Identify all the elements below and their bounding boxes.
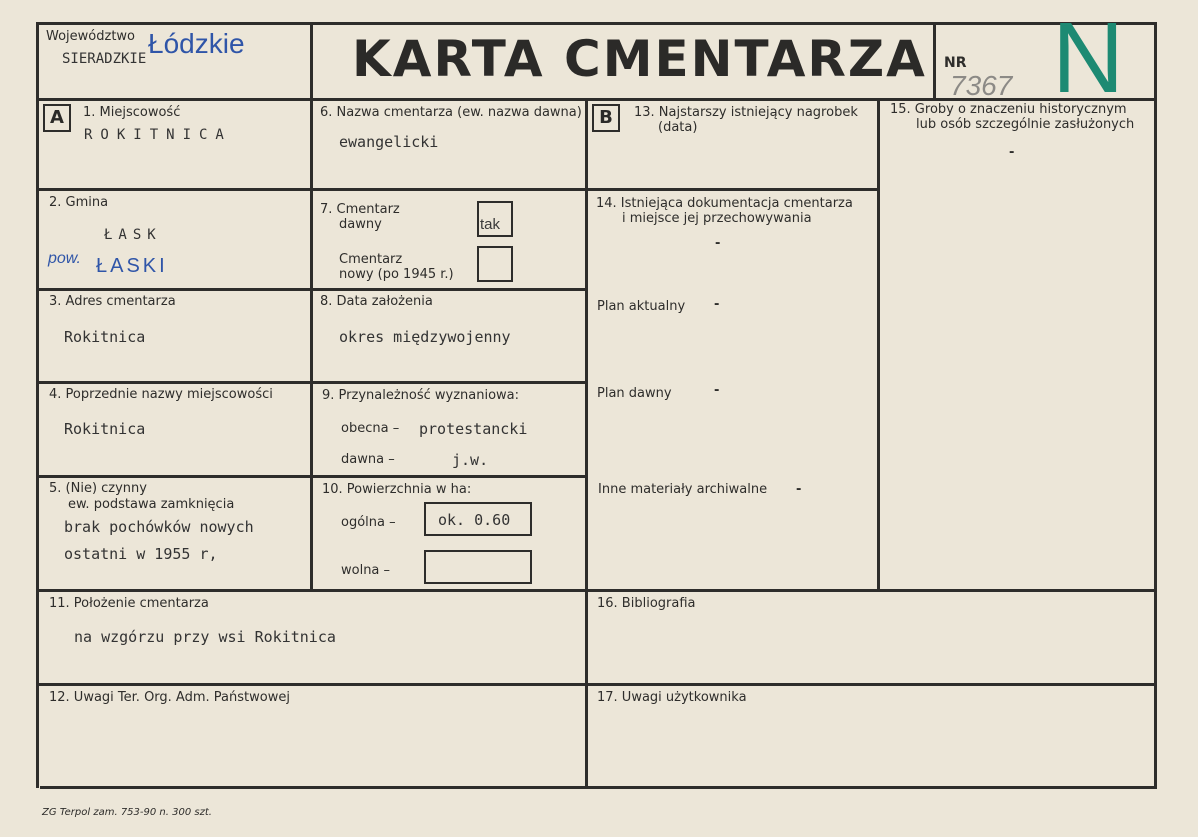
- print-footer: ZG Terpol zam. 753-90 n. 300 szt.: [42, 807, 212, 818]
- row-line-4b: [310, 475, 587, 478]
- nr-label: NR: [944, 55, 967, 71]
- wojewodztwo-handwritten: Łódzkie: [148, 28, 245, 59]
- f12-label: 12. Uwagi Ter. Org. Adm. Państwowej: [49, 690, 290, 705]
- frame-bottom: [40, 786, 1157, 789]
- f14-label-2: i miejsce jej przechowywania: [622, 211, 812, 226]
- f3-label: 3. Adres cmentarza: [49, 294, 176, 309]
- row-line-1b: [310, 188, 587, 191]
- col-divider-a: [310, 98, 313, 590]
- f2-pow-value: ŁASKI: [96, 255, 168, 277]
- f2-value: ŁASK: [104, 227, 162, 243]
- f9-obecna-label: obecna –: [341, 421, 400, 436]
- f6-value: ewangelicki: [339, 133, 439, 151]
- f10-wolna-label: wolna –: [341, 563, 391, 578]
- f15-value: -: [1009, 145, 1015, 160]
- row-line-5: [36, 589, 1156, 592]
- f8-value: okres międzywojenny: [339, 328, 511, 346]
- f9-dawna-value: j.w.: [452, 451, 489, 469]
- col-divider-c: [877, 98, 880, 590]
- f11-label: 11. Położenie cmentarza: [49, 596, 209, 611]
- row-line-3a: [36, 381, 312, 384]
- f9-label: 9. Przynależność wyznaniowa:: [322, 388, 520, 403]
- f5-label-2: ew. podstawa zamknięcia: [68, 497, 235, 512]
- f2-label: 2. Gmina: [49, 195, 109, 210]
- f9-dawna-label: dawna –: [341, 452, 395, 467]
- f4-value: Rokitnica: [64, 420, 146, 438]
- row-line-4a: [36, 475, 312, 478]
- f7-nowy-checkbox[interactable]: [477, 246, 513, 282]
- plan-aktualny-label: Plan aktualny: [597, 299, 686, 314]
- f2-pow-label: pow.: [48, 250, 81, 267]
- f16-label: 16. Bibliografia: [597, 596, 696, 611]
- f1-label: 1. Miejscowość: [83, 105, 181, 120]
- inne-label: Inne materiały archiwalne: [598, 482, 768, 497]
- f4-label: 4. Poprzednie nazwy miejscowości: [49, 387, 273, 402]
- f7-label-3: Cmentarz: [339, 252, 403, 267]
- f11-value: na wzgórzu przy wsi Rokitnica: [74, 628, 336, 646]
- f5-value-2: ostatni w 1955 r,: [64, 545, 218, 563]
- f15-label-2: lub osób szczególnie zasłużonych: [916, 117, 1135, 132]
- wojewodztwo-label: Województwo: [46, 29, 136, 44]
- row-line-1c: [585, 188, 879, 191]
- header-divider-1: [310, 22, 313, 100]
- f10-wolna-box[interactable]: [424, 550, 532, 584]
- row-line-3b: [310, 381, 587, 384]
- f5-label-1: 5. (Nie) czynny: [49, 481, 147, 496]
- plan-dawny-label: Plan dawny: [597, 386, 672, 401]
- section-a-marker: A: [43, 104, 71, 132]
- row-line-2a: [36, 288, 312, 291]
- f10-ogolna-label: ogólna –: [341, 515, 396, 530]
- section-b-marker: B: [592, 104, 620, 132]
- f7-label-2: dawny: [339, 217, 382, 232]
- f6-label: 6. Nazwa cmentarza (ew. nazwa dawna): [320, 105, 582, 120]
- f14-label-1: 14. Istniejąca dokumentacja cmentarza: [596, 196, 853, 211]
- f13-label-1: 13. Najstarszy istniejący nagrobek: [634, 105, 858, 120]
- plan-dawny-value: -: [714, 383, 720, 398]
- f14-value: -: [715, 236, 721, 251]
- f3-value: Rokitnica: [64, 328, 146, 346]
- f8-label: 8. Data założenia: [320, 294, 433, 309]
- f1-value: ROKITNICA: [84, 127, 232, 143]
- f10-ogolna-value: ok. 0.60: [438, 511, 511, 529]
- inne-value: -: [796, 482, 802, 497]
- f7-label-1: 7. Cmentarz: [320, 202, 400, 217]
- f17-label: 17. Uwagi użytkownika: [597, 690, 747, 705]
- nr-value: 7367: [950, 70, 1013, 101]
- row-line-6: [36, 683, 1156, 686]
- f7-label-4: nowy (po 1945 r.): [339, 267, 454, 282]
- frame-right: [1154, 22, 1157, 788]
- f7-dawny-value: tak: [480, 216, 501, 233]
- row-line-1a: [36, 188, 312, 191]
- frame-left: [36, 22, 39, 788]
- f15-label-1: 15. Groby o znaczeniu historycznym: [890, 102, 1127, 117]
- f5-value-1: brak pochówków nowych: [64, 518, 254, 536]
- f9-obecna-value: protestancki: [419, 420, 528, 438]
- f13-label-2: (data): [658, 120, 698, 135]
- card-title: KARTA CMENTARZA: [352, 30, 927, 88]
- plan-aktualny-value: -: [714, 297, 720, 312]
- row-line-2b: [310, 288, 587, 291]
- frame-top: [36, 22, 1156, 25]
- f10-label: 10. Powierzchnia w ha:: [322, 482, 472, 497]
- header-divider-2: [933, 22, 936, 100]
- wojewodztwo-typed: SIERADZKIE: [62, 51, 147, 67]
- nr-letter: N: [1052, 2, 1125, 114]
